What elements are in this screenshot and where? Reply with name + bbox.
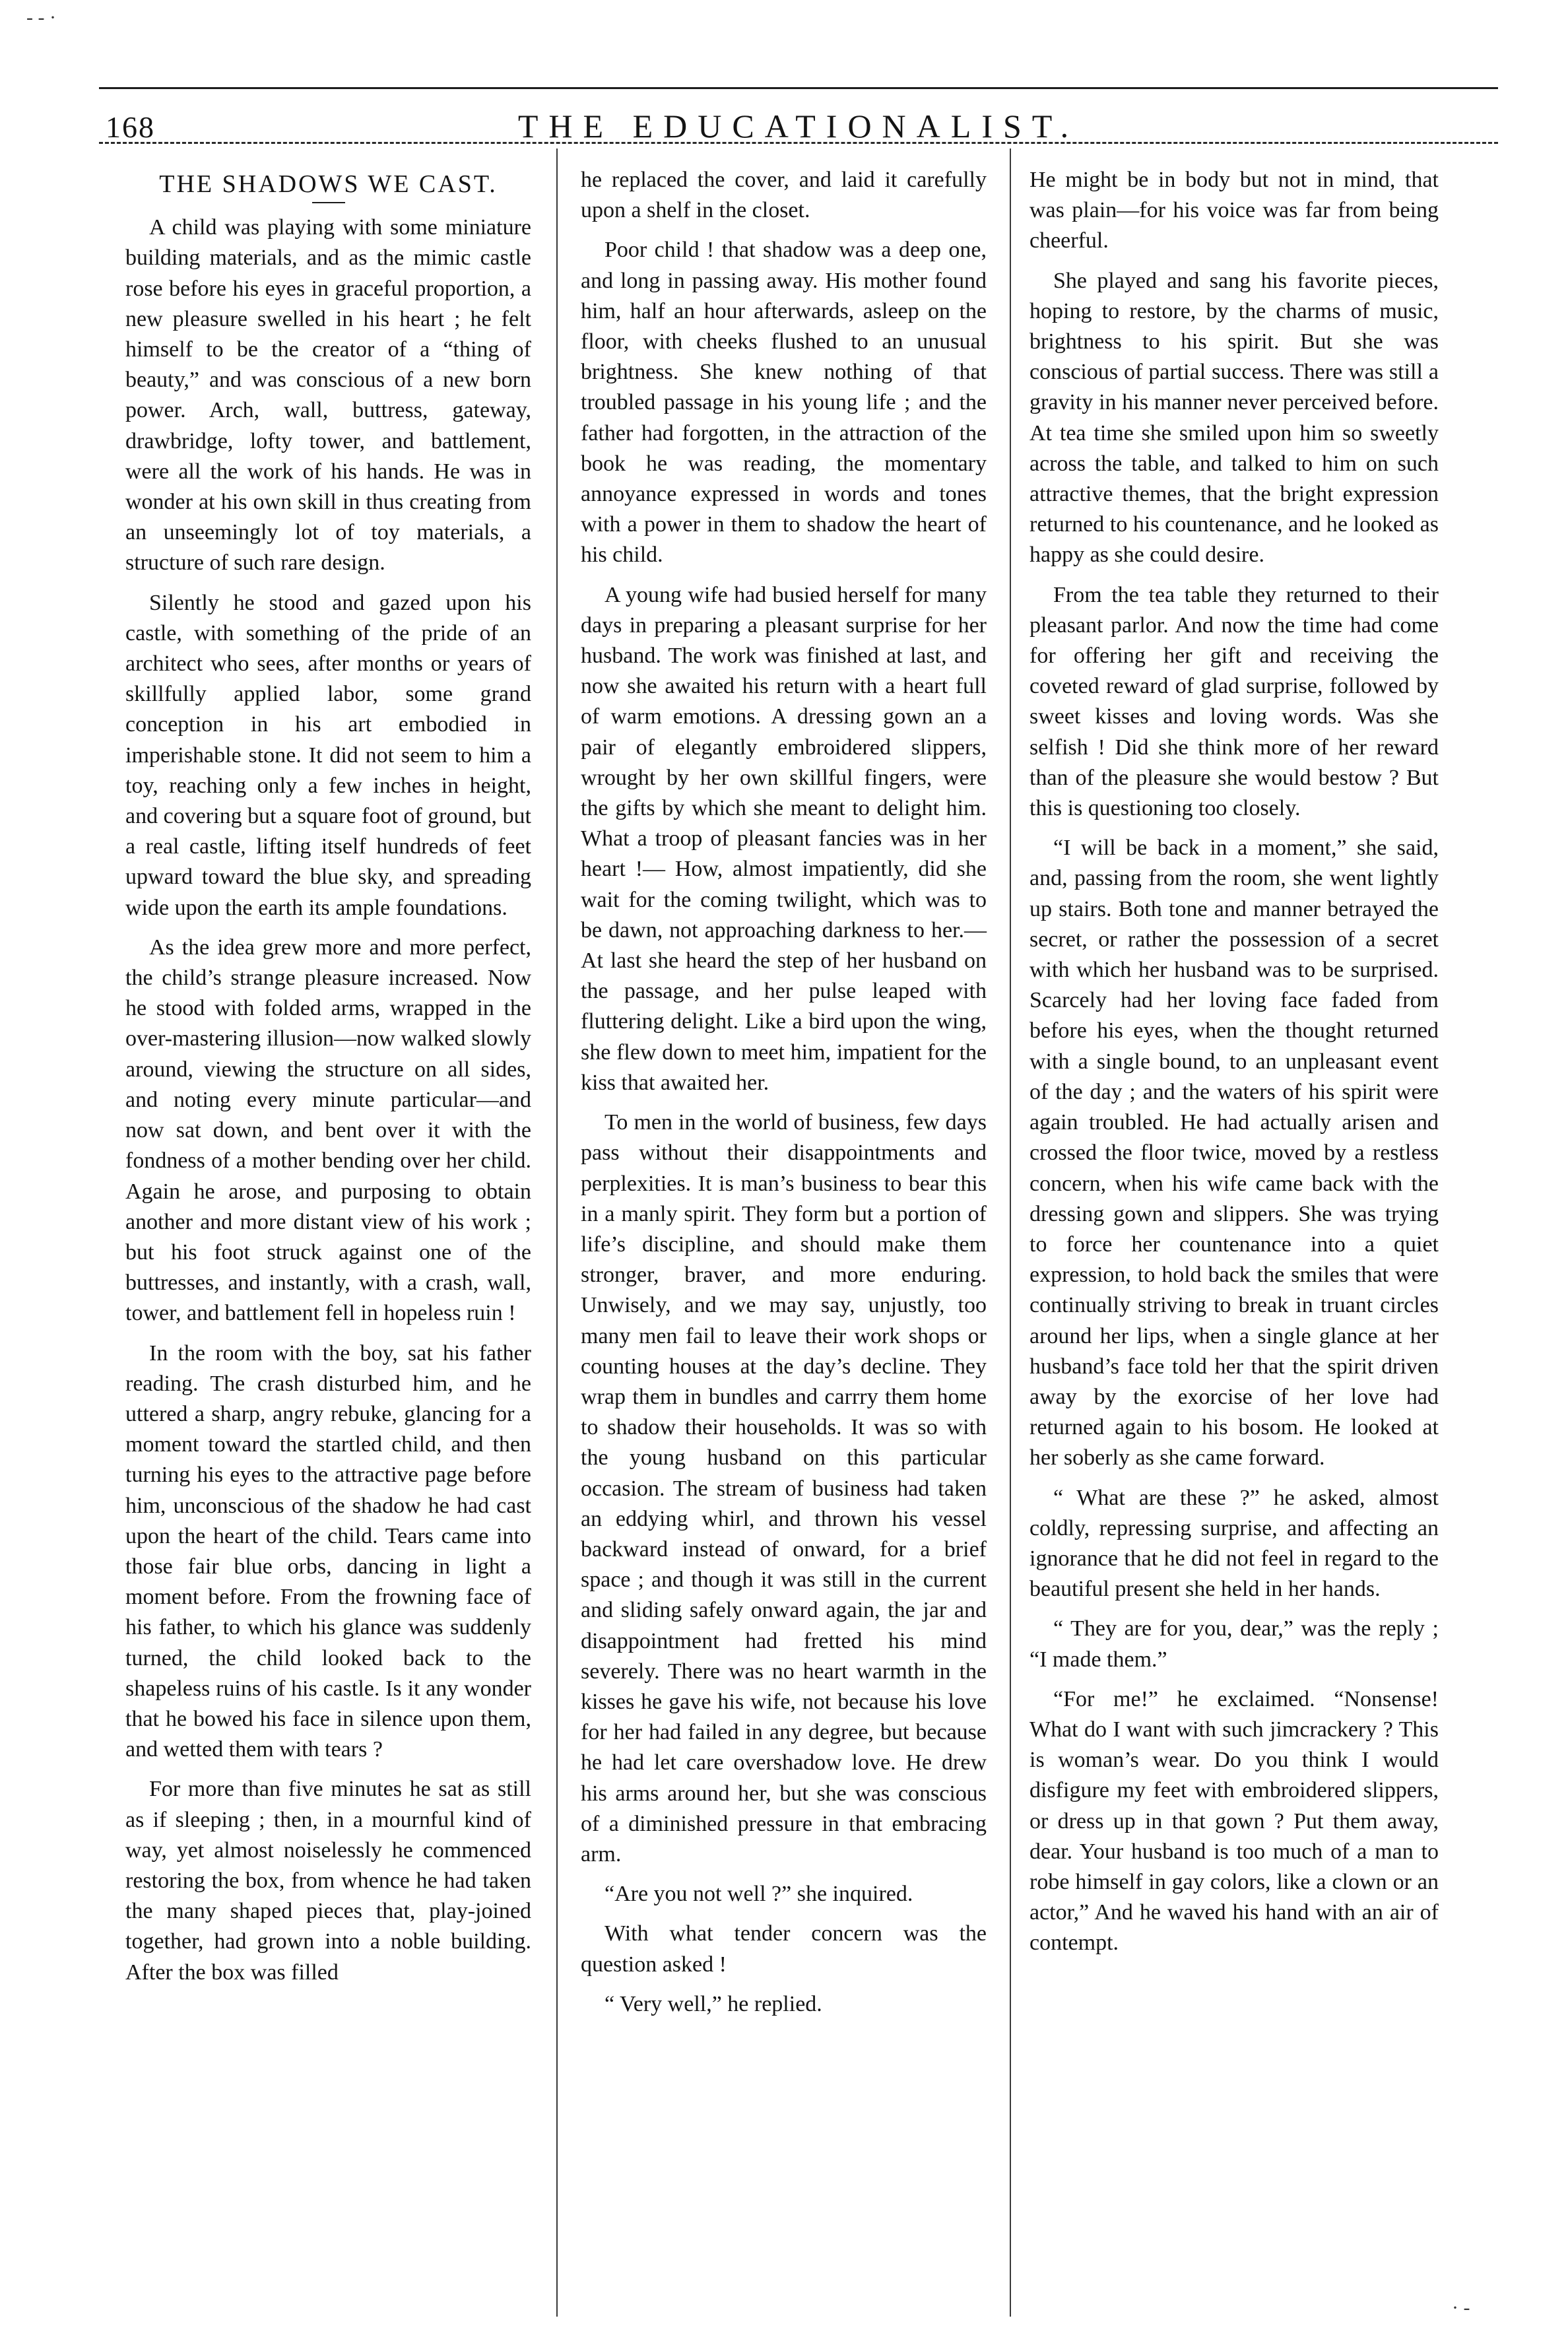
paragraph: A child was playing with some miniature building materials, and as the mimic castle rose before his eyes in graceful proportion, a new pleasure swelled in his heart ; he felt himself to be the creator of a “thing of beauty,” and was conscious of a new born power. Arch, wall, buttress, gateway, drawbridge, lofty tower, and battlement, were all the work of his hands. He was in wonder at his own skill in thus creating from an unseemingly lot of toy materials, a structure of such rare design. bbox=[125, 215, 531, 576]
text-column-3 bbox=[1029, 165, 1439, 1968]
paragraph: “I will be back in a moment,” she said, and, passing from the room, she went lightly up stairs. Both tone and manner betrayed the secret, or rather the possession of a secret with which her husband was to be surprised. Scarcely had her loving face faded from before his eyes, when the thought returned with a single bound, to an unpleasant event of the day ; and the waters of his spirit were again troubled. He had actually arisen and crossed the floor twice, moved by a restless concern, when his wife came back with the dressing gown and slippers. She was trying to force her countenance into a quiet expression, to hold back the smiles that were continually striving to break in truant circles around her lips, when a single glance at her husband’s face told her that the spirit driven away by the exorcise of her love had returned again to his bosom. He looked at her soberly as she came forward. bbox=[1029, 836, 1439, 1470]
column-divider bbox=[1010, 149, 1011, 2317]
journal-title: THE EDUCATIONALIST. bbox=[517, 108, 1080, 145]
text-column-2 bbox=[581, 165, 987, 2029]
paragraph: For more than five minutes he sat as still as if sleeping ; then, in a mournful kind of way, yet almost noiselessly he commenced restoring the box, from whence he had taken the many shaped pieces that, play-joined together, had grown into a noble building. After the box was filled bbox=[125, 1777, 531, 1985]
paragraph: “ What are these ?” he asked, almost coldly, repressing surprise, and affecting an ignorance that he did not feel in regard to the beautiful present she held in her hands. bbox=[1029, 1485, 1439, 1602]
paragraph: As the idea grew more and more perfect, the child’s strange pleasure increased. Now he stood with folded arms, wrapped in the over-mastering illusion—now walked slowly around, viewing the structure on all sides, and noting every minute particular—and now sat down, and bent over it with the fondness of a mother bending over her child. Again he arose, and purposing to obtain another and more distant view of his work ; but his foot struck against one of the buttresses, and instantly, with a crash, wall, tower, and battlement fell in hopeless ruin ! bbox=[125, 935, 531, 1326]
paragraph: In the room with the boy, sat his father reading. The crash disturbed him, and he uttered a sharp, angry rebuke, glancing for a moment toward the startled child, and then turning his eyes to the attractive page before him, unconscious of the shadow he had cast upon the heart of the child. Tears came into those fair blue orbs, dancing in light a moment before. From the frowning face of his father, to which his glance was suddenly turned, the child looked back to the shapeless ruins of his castle. Is it any wonder that he bowed his face in silence upon them, and wetted them with tears ? bbox=[125, 1340, 531, 1762]
print-speck: ‐ ‐ · bbox=[26, 7, 56, 28]
page-number: 168 bbox=[106, 110, 155, 144]
paragraph: “For me!” he exclaimed. “Nonsense! What do I want with such jimcrackery ? This is woman’s wear. Do you think I would disfigure my feet with embroidered slippers, or dress up in that gown ? Put them away, dear. Your husband is too much of a man to robe himself in gay colors, like a clown or an actor,” And he waved his hand with an air of contempt. bbox=[1029, 1686, 1439, 1956]
paragraph: “ They are for you, dear,” was the reply ; “I made them.” bbox=[1029, 1616, 1439, 1672]
text-column-1 bbox=[125, 165, 531, 1997]
paragraph: Poor child ! that shadow was a deep one, and long in passing away. His mother found him, half an hour afterwards, asleep on the floor, with cheeks flushed to an unusual brightness. She knew nothing of that troubled passage in his young life ; and the father had forgotten, in the attraction of the book he was reading, the momentary annoyance expressed in words and tones with a power in them to shadow the heart of his child. bbox=[581, 238, 987, 568]
column-divider bbox=[556, 149, 558, 2317]
paragraph: She played and sang his favorite pieces, hoping to restore, by the charms of music, brightness to his spirit. But she was conscious of partial success. There was still a gravity in his manner never perceived before. At tea time she smiled upon him so sweetly across the table, and talked to him on such attractive themes, that the bright expression returned to his countenance, and he looked as happy as she could desire. bbox=[1029, 268, 1439, 568]
header-top-rule bbox=[99, 87, 1498, 89]
paragraph: “ Very well,” he replied. bbox=[604, 1991, 822, 2016]
paragraph: From the tea table they returned to their pleasant parlor. And now the time had come for offering her gift and receiving the coveted reward of glad surprise, followed by sweet kisses and loving words. Was she selfish ! Did she think more of her reward than of the pleasure she would bestow ? But this is questioning too closely. bbox=[1029, 582, 1439, 821]
paragraph: To men in the world of business, few days pass without their disappointments and perplexities. It is man’s business to bear this in a manly spirit. They form but a portion of life’s discipline, and should make them stronger, braver, and more enduring. Unwisely, and we may say, unjustly, too many men fail to leave their work shops or counting houses at the day’s decline. They wrap them in bundles and carrry them home to shadow their households. It was so with the young husband on this particular occasion. The stream of business had taken an eddying whirl, and thrown his vessel backward instead of onward, for a brief space ; and though it was still in the current and sliding safely onward again, the jar and disappointment had fretted his mind severely. There was no heart warmth in the kisses he gave his wife, not because his love for her had failed in any degree, but because he had let care overshadow love. He drew his arms around her, but she was conscious of a diminished pressure in that embracing arm. bbox=[581, 1110, 987, 1866]
paragraph: he replaced the cover, and laid it carefully upon a shelf in the closet. bbox=[581, 168, 987, 223]
page-header bbox=[99, 92, 1498, 145]
paragraph: “Are you not well ?” she inquired. bbox=[604, 1882, 913, 1907]
paragraph: He might be in body but not in mind, that was plain—for his voice was far from being cheerful. bbox=[1029, 168, 1439, 253]
paragraph: A young wife had busied herself for many days in preparing a pleasant surprise for her husband. The work was finished at last, and now she awaited his return with a heart full of warm emotions. A dressing gown an a pair of elegantly embroidered slippers, wrought by her own skillful fingers, were the gifts by which she meant to delight him. What a troop of pleasant fancies was in her heart !— How, almost impatiently, did she wait for the coming twilight, which was to be dawn, not approaching darkness to her.— At last she heard the step of her husband on the passage, and her pulse leaped with fluttering delight. Like a bird upon the wing, she flew down to meet him, impatient for the kiss that awaited her. bbox=[581, 582, 987, 1095]
header-bottom-rule bbox=[99, 142, 1498, 144]
title-dash bbox=[312, 202, 345, 203]
article-title: THE SHADOWS WE CAST. bbox=[159, 170, 498, 198]
print-speck: · ‐ bbox=[1452, 2297, 1470, 2319]
paragraph: Silently he stood and gazed upon his castle, with something of the pride of an architect who sees, after months or years of skillfully applied labor, some grand conception in his art embodied in imperishable stone. It did not seem to him a toy, reaching only a few inches in height, and covering but a square foot of ground, but a real castle, lifting itself hundreds of feet upward toward the blue sky, and spreading wide upon the earth its ample foundations. bbox=[125, 590, 531, 920]
paragraph: With what tender concern was the question asked ! bbox=[581, 1921, 987, 1977]
